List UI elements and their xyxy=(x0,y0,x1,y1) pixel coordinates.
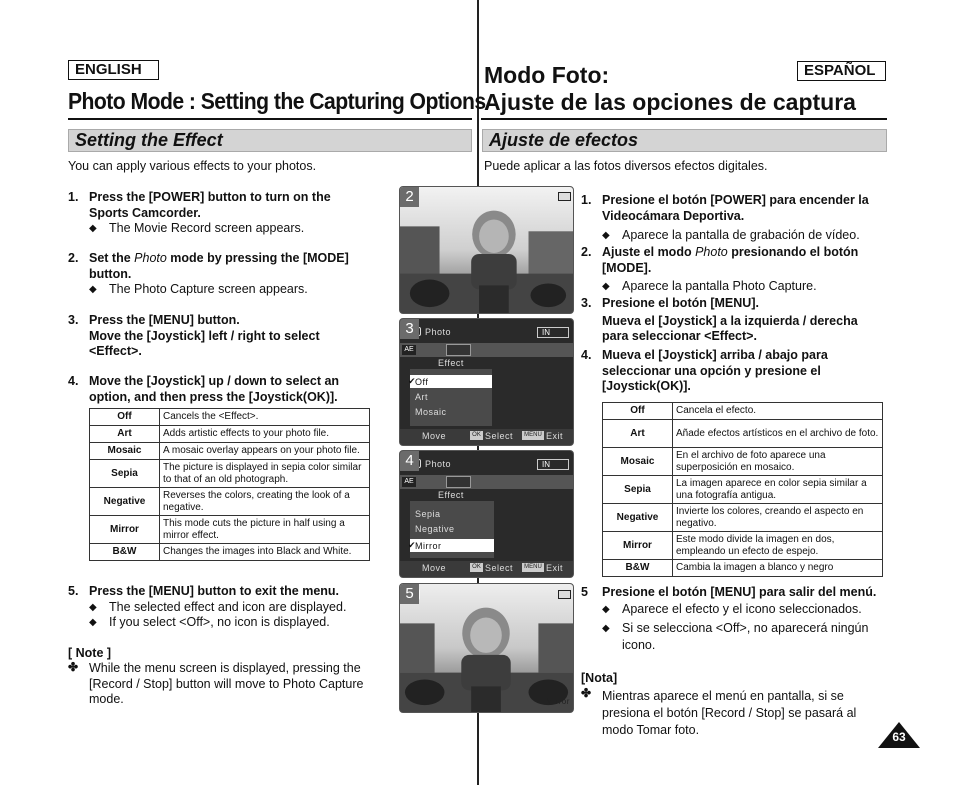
effect-tab-icon xyxy=(446,344,471,356)
english-effect-table xyxy=(89,408,370,561)
spanish-section-title: Ajuste de efectos xyxy=(482,129,887,152)
page-number: 63 xyxy=(892,730,906,744)
memory-indicator: IN xyxy=(537,459,569,470)
ok-button-icon: OK xyxy=(470,563,483,572)
table-row: Sepia La imagen aparece en color sepia similar a una fotografía antigua. xyxy=(603,476,883,504)
footer-exit: Exit xyxy=(546,431,564,441)
screen-number: 3 xyxy=(400,319,419,339)
mode-label: Photo xyxy=(425,459,452,469)
ok-button-icon: OK xyxy=(470,431,483,440)
note-symbol: ✤ xyxy=(68,660,79,674)
footer-select: Select xyxy=(485,563,514,573)
screenshot-mirror-result xyxy=(399,583,574,713)
checkmark-icon: ✔ xyxy=(408,540,417,550)
spanish-note-text: Mientras aparece el menú en pantalla, si se presiona el botón [Record / Stop] se pasará al modo Tomar foto. xyxy=(602,689,857,737)
english-label: ENGLISH xyxy=(68,60,159,80)
effect-indicator: Mirror xyxy=(546,697,570,706)
english-step-3: 3. Press the [MENU] button. Move the [Joystick] left / right to select <Effect>. xyxy=(68,313,320,358)
english-step-4: 4. Move the [Joystick] up / down to select an option, and then press the [Joystick(OK)]. xyxy=(68,374,340,404)
menu-option[interactable]: Art xyxy=(415,392,429,402)
note-symbol: ✤ xyxy=(581,686,592,700)
menu-tab-bar xyxy=(400,343,574,357)
table-row: Sepia The picture is displayed in sepia color similar to that of an old photograph. xyxy=(90,460,370,488)
menu-tab-bar xyxy=(400,475,574,489)
mirror-photo-image xyxy=(400,584,573,712)
title-rule xyxy=(68,118,472,120)
spanish-title-line-1: Modo Foto: xyxy=(484,62,610,88)
effect-tab-icon xyxy=(446,476,471,488)
spanish-step-1: 1. Presione el botón [POWER] para encender la Videocámara Deportiva. xyxy=(581,193,869,223)
english-step-1: 1. Press the [POWER] button to turn on the Sports Camcorder. xyxy=(68,190,331,220)
spanish-label: ESPAÑOL xyxy=(797,61,886,81)
table-row: Negative Invierte los colores, creando el aspecto en negativo. xyxy=(603,504,883,532)
footer-select: Select xyxy=(485,431,514,441)
screen-number: 2 xyxy=(400,187,419,207)
screen-number: 5 xyxy=(400,584,419,604)
english-step-1-bullet: ◆ The Movie Record screen appears. xyxy=(89,221,369,237)
battery-icon xyxy=(558,192,571,201)
table-row: Mirror Este modo divide la imagen en dos, empleando un efecto de espejo. xyxy=(603,532,883,560)
spanish-title-line-2: Ajuste de las opciones de captura xyxy=(484,89,856,115)
table-row: B&W Changes the images into Black and White. xyxy=(90,544,370,561)
english-intro: You can apply various effects to your photos. xyxy=(68,159,317,173)
table-row: B&W Cambia la imagen a blanco y negro xyxy=(603,560,883,577)
english-step-2: 2. Set the Photo mode by pressing the [MODE] button. xyxy=(68,251,349,281)
spanish-note-title: [Nota] xyxy=(581,671,618,685)
screenshot-photo-capture xyxy=(399,186,574,314)
english-page-title: Photo Mode : Setting the Capturing Options xyxy=(68,88,486,114)
table-row: Mirror This mode cuts the picture in half using a mirror effect. xyxy=(90,516,370,544)
menu-title: Effect xyxy=(438,490,464,500)
menu-option[interactable]: Off xyxy=(415,377,429,387)
menu-button-icon: MENU xyxy=(522,431,544,440)
english-step-5: 5. Press the [MENU] button to exit the menu. xyxy=(68,584,340,598)
menu-option[interactable]: Mirror xyxy=(415,541,442,551)
table-row: Mosaic A mosaic overlay appears on your photo file. xyxy=(90,443,370,460)
menu-option[interactable]: Sepia xyxy=(415,509,441,519)
screen-number: 4 xyxy=(400,451,419,471)
battery-icon xyxy=(558,590,571,599)
title-rule xyxy=(481,118,887,120)
spanish-effect-table xyxy=(602,402,883,577)
english-step-5-bullet-2: ◆ If you select <Off>, no icon is displayed. xyxy=(89,615,374,631)
table-row: Art Adds artistic effects to your photo file. xyxy=(90,426,370,443)
english-step-2-bullet: ◆ The Photo Capture screen appears. xyxy=(89,282,369,298)
english-note-title: [ Note ] xyxy=(68,646,112,660)
menu-button-icon: MENU xyxy=(522,563,544,572)
spanish-step-4: 4. Mueva el [Joystick] arriba / abajo para seleccionar una opción y presione el [Joystick(OK)]. xyxy=(581,348,828,393)
spanish-step-2-bullet: ◆ Aparece la pantalla Photo Capture. xyxy=(602,279,882,295)
footer-move: Move xyxy=(422,431,447,441)
spanish-step-5-bullet-2: ◆ Si se selecciona <Off>, no aparecerá ningún icono. xyxy=(602,620,887,654)
mode-label: Photo xyxy=(425,327,452,337)
footer-move: Move xyxy=(422,563,447,573)
table-row: Off Cancels the <Effect>. xyxy=(90,409,370,426)
ae-tab: AE xyxy=(402,477,416,487)
screenshot-effect-menu-1 xyxy=(399,318,574,446)
menu-option[interactable]: Mosaic xyxy=(415,407,447,417)
menu-title: Effect xyxy=(438,358,464,368)
english-section-title: Setting the Effect xyxy=(68,129,472,152)
english-note-text: While the menu screen is displayed, pressing the [Record / Stop] button will move to Photo Capture mode. xyxy=(89,661,364,706)
footer-exit: Exit xyxy=(546,563,564,573)
spanish-step-5-bullet-1: ◆ Aparece el efecto y el icono seleccionados. xyxy=(602,602,887,618)
table-row: Off Cancela el efecto. xyxy=(603,403,883,420)
checkmark-icon: ✔ xyxy=(408,376,417,386)
table-row: Art Añade efectos artísticos en el archivo de foto. xyxy=(603,420,883,448)
table-row: Mosaic En el archivo de foto aparece una superposición en mosaico. xyxy=(603,448,883,476)
spanish-step-1-bullet: ◆ Aparece la pantalla de grabación de vídeo. xyxy=(602,228,882,244)
screenshot-effect-menu-2 xyxy=(399,450,574,578)
spanish-step-3: 3. Presione el botón [MENU]. Mueva el [Joystick] a la izquierda / derecha para seleccionar <Effect>. xyxy=(581,296,858,343)
memory-indicator: IN xyxy=(537,327,569,338)
ae-tab: AE xyxy=(402,345,416,355)
table-row: Negative Reverses the colors, creating the look of a negative. xyxy=(90,488,370,516)
english-step-5-bullet-1: ◆ The selected effect and icon are displayed. xyxy=(89,600,374,616)
spanish-step-5: 5 Presione el botón [MENU] para salir del menú. xyxy=(581,585,877,599)
spanish-step-2: 2. Ajuste el modo Photo presionando el botón [MODE]. xyxy=(581,245,859,275)
menu-option[interactable]: Negative xyxy=(415,524,455,534)
photo-image xyxy=(400,187,573,313)
spanish-intro: Puede aplicar a las fotos diversos efectos digitales. xyxy=(484,159,768,173)
